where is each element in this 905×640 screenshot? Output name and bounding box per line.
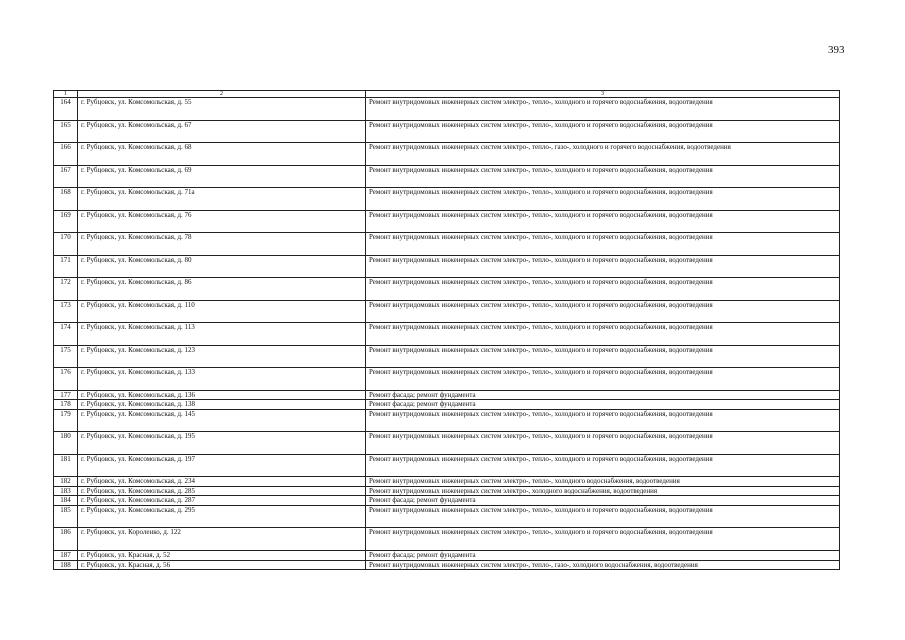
row-address-cell: г. Рубцовск, ул. Комсомольская, д. 80 xyxy=(78,255,366,278)
row-work-cell: Ремонт внутридомовых инженерных систем электро-, тепло-, холодного и горячего водоснабжения, водоотведения xyxy=(366,98,840,121)
row-address-cell: г. Рубцовск, ул. Красная, д. 52 xyxy=(78,550,366,560)
row-address-cell: г. Рубцовск, ул. Комсомольская, д. 136 xyxy=(78,390,366,400)
row-number-cell: 164 xyxy=(54,98,78,121)
row-number-cell: 183 xyxy=(54,486,78,496)
table-row xyxy=(54,255,840,278)
row-work-cell: Ремонт внутридомовых инженерных систем электро-, тепло-, холодного и горячего водоснабжения, водоотведения xyxy=(366,165,840,188)
row-address-cell: г. Рубцовск, ул. Короленко, д. 122 xyxy=(78,528,366,551)
row-work-cell: Ремонт внутридомовых инженерных систем электро-, тепло-, холодного и горячего водоснабжения, водоотведения xyxy=(366,323,840,346)
table-row xyxy=(54,400,840,410)
row-number-cell: 177 xyxy=(54,390,78,400)
table-row xyxy=(54,454,840,477)
table-row xyxy=(54,486,840,496)
row-number-cell: 171 xyxy=(54,255,78,278)
table-row xyxy=(54,560,840,570)
row-address-cell: г. Рубцовск, ул. Комсомольская, д. 76 xyxy=(78,210,366,233)
column-header-number: 1 xyxy=(54,91,78,98)
table-row xyxy=(54,390,840,400)
row-number-cell: 169 xyxy=(54,210,78,233)
row-number-cell: 186 xyxy=(54,528,78,551)
table-row xyxy=(54,165,840,188)
row-work-cell: Ремонт внутридомовых инженерных систем электро-, тепло-, газо-, холодного водоснабжения, водоотведения xyxy=(366,560,840,570)
table-row xyxy=(54,278,840,301)
row-address-cell: г. Рубцовск, ул. Красная, д. 56 xyxy=(78,560,366,570)
row-number-cell: 178 xyxy=(54,400,78,410)
row-work-cell: Ремонт внутридомовых инженерных систем электро-, тепло-, холодного и горячего водоснабжения, водоотведения xyxy=(366,432,840,455)
row-number-cell: 165 xyxy=(54,120,78,143)
row-work-cell: Ремонт внутридомовых инженерных систем электро-, тепло-, холодного и горячего водоснабжения, водоотведения xyxy=(366,255,840,278)
row-work-cell: Ремонт внутридомовых инженерных систем электро-, тепло-, холодного и горячего водоснабжения, водоотведения xyxy=(366,300,840,323)
row-work-cell: Ремонт внутридомовых инженерных систем электро-, тепло-, холодного и горячего водоснабжения, водоотведения xyxy=(366,505,840,528)
table-row xyxy=(54,368,840,391)
row-work-cell: Ремонт внутридомовых инженерных систем электро-, тепло-, холодного и горячего водоснабжения, водоотведения xyxy=(366,120,840,143)
row-address-cell: г. Рубцовск, ул. Комсомольская, д. 69 xyxy=(78,165,366,188)
table-row xyxy=(54,143,840,166)
row-number-cell: 180 xyxy=(54,432,78,455)
row-work-cell: Ремонт фасада; ремонт фундамента xyxy=(366,390,840,400)
row-work-cell: Ремонт внутридомовых инженерных систем электро-, тепло-, холодного и горячего водоснабжения, водоотведения xyxy=(366,368,840,391)
row-number-cell: 185 xyxy=(54,505,78,528)
table-row xyxy=(54,528,840,551)
row-address-cell: г. Рубцовск, ул. Комсомольская, д. 133 xyxy=(78,368,366,391)
table-row xyxy=(54,345,840,368)
row-number-cell: 174 xyxy=(54,323,78,346)
row-work-cell: Ремонт внутридомовых инженерных систем электро-, тепло-, холодного и горячего водоснабжения, водоотведения xyxy=(366,454,840,477)
row-work-cell: Ремонт внутридомовых инженерных систем электро-, тепло-, холодного и горячего водоснабжения, водоотведения xyxy=(366,188,840,211)
row-number-cell: 188 xyxy=(54,560,78,570)
row-number-cell: 166 xyxy=(54,143,78,166)
table-row xyxy=(54,188,840,211)
table-row xyxy=(54,432,840,455)
row-address-cell: г. Рубцовск, ул. Комсомольская, д. 285 xyxy=(78,486,366,496)
row-address-cell: г. Рубцовск, ул. Комсомольская, д. 67 xyxy=(78,120,366,143)
column-header-address: 2 xyxy=(78,91,366,98)
row-work-cell: Ремонт внутридомовых инженерных систем электро-, холодного водоснабжения, водоотведения xyxy=(366,486,840,496)
row-work-cell: Ремонт внутридомовых инженерных систем электро-, тепло-, холодного водоснабжения, водоотведения xyxy=(366,477,840,487)
row-address-cell: г. Рубцовск, ул. Комсомольская, д. 113 xyxy=(78,323,366,346)
repair-table xyxy=(53,90,840,570)
row-number-cell: 182 xyxy=(54,477,78,487)
table-row xyxy=(54,477,840,487)
row-address-cell: г. Рубцовск, ул. Комсомольская, д. 123 xyxy=(78,345,366,368)
row-address-cell: г. Рубцовск, ул. Комсомольская, д. 197 xyxy=(78,454,366,477)
row-work-cell: Ремонт внутридомовых инженерных систем электро-, тепло-, холодного и горячего водоснабжения, водоотведения xyxy=(366,210,840,233)
row-work-cell: Ремонт внутридомовых инженерных систем электро-, тепло-, холодного и горячего водоснабжения, водоотведения xyxy=(366,528,840,551)
row-address-cell: г. Рубцовск, ул. Комсомольская, д. 71а xyxy=(78,188,366,211)
row-address-cell: г. Рубцовск, ул. Комсомольская, д. 78 xyxy=(78,233,366,256)
row-number-cell: 170 xyxy=(54,233,78,256)
row-address-cell: г. Рубцовск, ул. Комсомольская, д. 55 xyxy=(78,98,366,121)
row-address-cell: г. Рубцовск, ул. Комсомольская, д. 110 xyxy=(78,300,366,323)
row-address-cell: г. Рубцовск, ул. Комсомольская, д. 195 xyxy=(78,432,366,455)
row-work-cell: Ремонт фасада; ремонт фундамента xyxy=(366,550,840,560)
row-number-cell: 187 xyxy=(54,550,78,560)
table-row xyxy=(54,496,840,506)
row-address-cell: г. Рубцовск, ул. Комсомольская, д. 234 xyxy=(78,477,366,487)
row-work-cell: Ремонт фасада; ремонт фундамента xyxy=(366,400,840,410)
row-address-cell: г. Рубцовск, ул. Комсомольская, д. 295 xyxy=(78,505,366,528)
table-row xyxy=(54,409,840,432)
table-row xyxy=(54,98,840,121)
table-row xyxy=(54,550,840,560)
row-work-cell: Ремонт внутридомовых инженерных систем электро-, тепло-, холодного и горячего водоснабжения, водоотведения xyxy=(366,278,840,301)
row-number-cell: 172 xyxy=(54,278,78,301)
table-row xyxy=(54,233,840,256)
row-number-cell: 173 xyxy=(54,300,78,323)
table-row xyxy=(54,210,840,233)
row-number-cell: 184 xyxy=(54,496,78,506)
row-number-cell: 175 xyxy=(54,345,78,368)
table-header-row xyxy=(54,91,840,98)
row-work-cell: Ремонт внутридомовых инженерных систем электро-, тепло-, холодного и горячего водоснабжения, водоотведения xyxy=(366,233,840,256)
row-work-cell: Ремонт внутридомовых инженерных систем электро-, тепло-, газо-, холодного и горячего водоснабжения, водоотведения xyxy=(366,143,840,166)
row-number-cell: 181 xyxy=(54,454,78,477)
row-number-cell: 176 xyxy=(54,368,78,391)
row-number-cell: 167 xyxy=(54,165,78,188)
row-address-cell: г. Рубцовск, ул. Комсомольская, д. 287 xyxy=(78,496,366,506)
table-row xyxy=(54,300,840,323)
column-header-work: 3 xyxy=(366,91,840,98)
row-work-cell: Ремонт внутридомовых инженерных систем электро-, тепло-, холодного и горячего водоснабжения, водоотведения xyxy=(366,409,840,432)
row-address-cell: г. Рубцовск, ул. Комсомольская, д. 138 xyxy=(78,400,366,410)
row-number-cell: 168 xyxy=(54,188,78,211)
table-row xyxy=(54,120,840,143)
table-body xyxy=(54,98,840,570)
table-row xyxy=(54,505,840,528)
page-number: 393 xyxy=(828,44,845,56)
row-number-cell: 179 xyxy=(54,409,78,432)
row-address-cell: г. Рубцовск, ул. Комсомольская, д. 145 xyxy=(78,409,366,432)
row-address-cell: г. Рубцовск, ул. Комсомольская, д. 86 xyxy=(78,278,366,301)
row-work-cell: Ремонт внутридомовых инженерных систем электро-, тепло-, холодного и горячего водоснабжения, водоотведения xyxy=(366,345,840,368)
table-row xyxy=(54,323,840,346)
row-work-cell: Ремонт фасада; ремонт фундамента xyxy=(366,496,840,506)
row-address-cell: г. Рубцовск, ул. Комсомольская, д. 68 xyxy=(78,143,366,166)
